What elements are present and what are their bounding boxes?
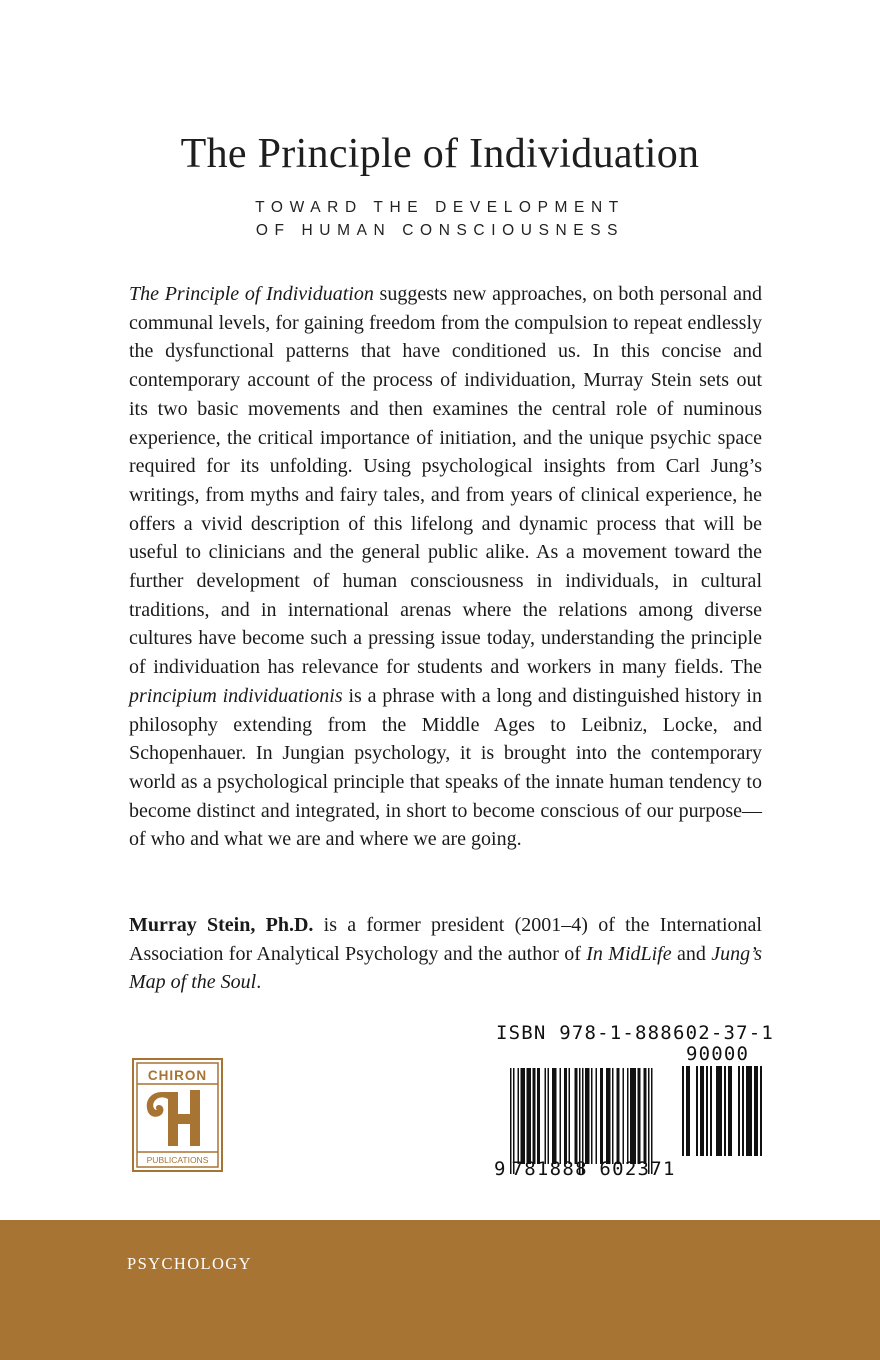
barcode-bar bbox=[760, 1066, 762, 1156]
bio-text-2: and bbox=[671, 942, 712, 965]
barcode-bar bbox=[630, 1068, 636, 1164]
subtitle-line-1: TOWARD THE DEVELOPMENT bbox=[255, 199, 625, 216]
addon-barcode-bars bbox=[682, 1066, 764, 1158]
barcode-bar bbox=[728, 1066, 732, 1156]
barcode-bar bbox=[754, 1066, 758, 1156]
barcode-bar bbox=[710, 1066, 712, 1156]
barcode-digit-group-1: 781888 bbox=[511, 1158, 588, 1180]
bio-text-3: . bbox=[256, 971, 262, 994]
barcode-bar bbox=[742, 1066, 744, 1156]
chiron-publications-logo bbox=[132, 1058, 223, 1172]
bio-text-1: is a former president (2001–4) of the International Association for Analytical Psychology and the author of bbox=[129, 914, 762, 965]
barcode-bar bbox=[527, 1068, 532, 1164]
description-part-2: is a phrase with a long and distinguished history in philosophy extending from the Middle Ages to Leibniz, Locke, and Schopenhauer. In Jungian psychology, it is brought into the contemporary world as a psychological principle that speaks of the innate human tendency to become distinct and integrated, in short to become conscious of our purpose—of who and what we are and where we are going. bbox=[129, 684, 762, 851]
book-subtitle bbox=[0, 196, 880, 242]
barcode-digits bbox=[494, 1158, 676, 1180]
barcode-bar bbox=[596, 1068, 598, 1164]
barcode-bar bbox=[612, 1068, 614, 1164]
barcode-bar bbox=[623, 1068, 625, 1164]
barcode-bar bbox=[696, 1066, 698, 1156]
barcode-bar bbox=[585, 1068, 590, 1164]
barcode-bar bbox=[706, 1066, 708, 1156]
isbn-label: ISBN 978-1-888602-37-1 bbox=[496, 1022, 775, 1044]
barcode-bar bbox=[521, 1068, 526, 1164]
barcode-bar bbox=[627, 1068, 629, 1164]
barcode-bar bbox=[724, 1066, 726, 1156]
bio-book-1: In MidLife bbox=[586, 942, 672, 965]
barcode-bar bbox=[548, 1068, 550, 1164]
barcode-bar bbox=[564, 1068, 567, 1164]
author-name: Murray Stein, Ph.D. bbox=[129, 914, 314, 936]
barcode-bar bbox=[575, 1068, 578, 1164]
description-part-1: suggests new approaches, on both personal and communal levels, for gaining freedom from the compulsion to repeat endlessly the dysfunctional patterns that have conditioned us. In this concise and contemporary account of the process of individuation, Murray Stein sets out its two basic movements and then examines the central role of numinous experience, the critical importance of initiation, and the unique psychic space required for its unfolding. Using psychological insights from Carl Jung’s writings, from myths and fairy tales, and from years of clinical experience, he offers a vivid description of this lifelong and dynamic process that will be useful to clinicians and the general public alike. As a movement toward the further development of human consciousness in individuals, in cultural traditions, and in international arenas where the relations among diverse cultures have become such a pressing issue today, understanding the principle of individuation has relevance for students and workers in many fields. The bbox=[129, 283, 763, 679]
barcode-bar bbox=[552, 1068, 557, 1164]
barcode-bar bbox=[537, 1068, 540, 1164]
barcode-bar bbox=[518, 1068, 520, 1164]
barcode-bar bbox=[746, 1066, 752, 1156]
barcode-bar bbox=[682, 1066, 684, 1156]
barcode-bar bbox=[533, 1068, 536, 1164]
description-latin-italic: principium individuationis bbox=[129, 684, 343, 707]
barcode-digit-group-2: 602371 bbox=[599, 1158, 676, 1180]
footer-band bbox=[0, 1220, 880, 1360]
barcode-digit-first: 9 bbox=[494, 1158, 506, 1180]
barcode-bar bbox=[569, 1068, 571, 1164]
barcode-bar bbox=[686, 1066, 690, 1156]
barcode-bar bbox=[644, 1068, 647, 1164]
barcode-bar bbox=[716, 1066, 722, 1156]
book-title: The Principle of Individuation bbox=[180, 131, 700, 177]
barcode-bar bbox=[606, 1068, 611, 1164]
isbn-barcode bbox=[494, 1022, 775, 1182]
addon-price-code: 90000 bbox=[686, 1043, 750, 1065]
barcode-bar bbox=[560, 1068, 562, 1164]
barcode-bar bbox=[638, 1068, 641, 1164]
barcode-bar bbox=[700, 1066, 704, 1156]
logo-publications-text: PUBLICATIONS bbox=[146, 1155, 209, 1165]
logo-chiron-text: CHIRON bbox=[147, 1068, 208, 1083]
description-title-italic: The Principle of Individuation bbox=[129, 283, 374, 305]
barcode-bar bbox=[738, 1066, 740, 1156]
barcode-bar bbox=[600, 1068, 603, 1164]
bio-book-2: Jung’s Map of the Soul bbox=[129, 942, 762, 994]
category-label: PSYCHOLOGY bbox=[127, 1254, 252, 1273]
book-description bbox=[129, 280, 762, 854]
barcode-bar bbox=[617, 1068, 620, 1164]
barcode-bar bbox=[545, 1068, 547, 1164]
author-bio bbox=[129, 911, 762, 997]
barcode-bar bbox=[591, 1068, 593, 1164]
subtitle-line-2: OF HUMAN CONSCIOUSNESS bbox=[255, 222, 625, 239]
